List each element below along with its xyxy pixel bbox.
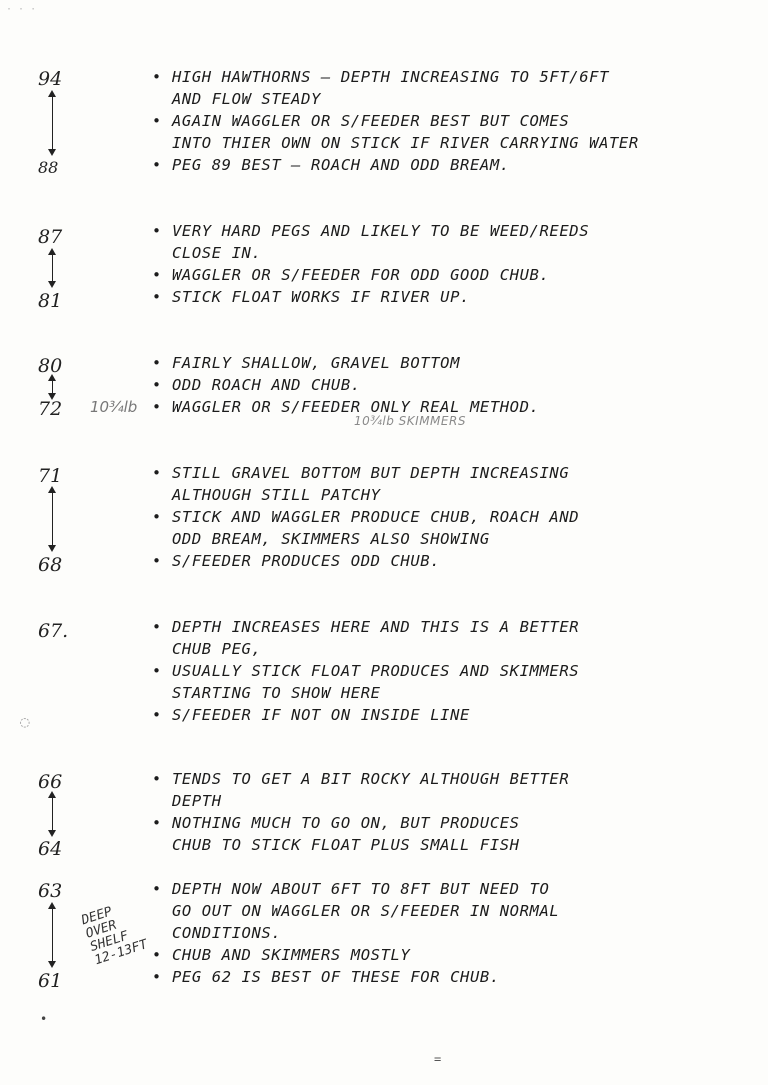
- note-item: • CHUB AND SKIMMERS MOSTLY: [150, 944, 760, 966]
- peg-range-arrow: [52, 793, 53, 835]
- scan-artifact: · · ·: [6, 4, 37, 15]
- peg-number-bottom: 88: [38, 158, 59, 177]
- peg-number-bottom: 68: [38, 554, 63, 576]
- notes-list: [150, 220, 760, 308]
- note-item: • AGAIN WAGGLER OR S/FEEDER BEST BUT COMES INTO THIER OWN ON STICK IF RIVER CARRYING WATER: [150, 110, 760, 154]
- note-item: • DEPTH NOW ABOUT 6FT TO 8FT BUT NEED TO GO OUT ON WAGGLER OR S/FEEDER IN NORMAL CONDITIONS.: [150, 878, 760, 944]
- punch-hole-mark: ◌: [20, 712, 30, 731]
- peg-number-top: 66: [38, 771, 63, 793]
- catch-weight-note: 10¾lb: [90, 398, 138, 416]
- note-item: • STILL GRAVEL BOTTOM BUT DEPTH INCREASING ALTHOUGH STILL PATCHY: [150, 462, 760, 506]
- peg-range-arrow: [52, 250, 53, 286]
- peg-number-top: 67.: [38, 620, 69, 642]
- note-item: • WAGGLER OR S/FEEDER ONLY REAL METHOD.: [150, 396, 760, 418]
- notes-list: [150, 66, 760, 176]
- note-item: • FAIRLY SHALLOW, GRAVEL BOTTOM: [150, 352, 760, 374]
- deep-shelf-note: DEEP OVER SHELF 12-13FT: [79, 904, 150, 969]
- note-item: • VERY HARD PEGS AND LIKELY TO BE WEED/REEDS CLOSE IN.: [150, 220, 760, 264]
- note-item: • WAGGLER OR S/FEEDER FOR ODD GOOD CHUB.: [150, 264, 760, 286]
- peg-number-bottom: 61: [38, 970, 63, 992]
- peg-range-arrow: [52, 904, 53, 966]
- notes-list: [150, 462, 760, 572]
- note-item: • STICK AND WAGGLER PRODUCE CHUB, ROACH AND ODD BREAM, SKIMMERS ALSO SHOWING: [150, 506, 760, 550]
- peg-number-bottom: 72: [38, 398, 63, 420]
- note-item: • HIGH HAWTHORNS — DEPTH INCREASING TO 5FT/6FT AND FLOW STEADY: [150, 66, 760, 110]
- peg-number-top: 71: [38, 465, 63, 487]
- peg-range-arrow: [52, 376, 53, 398]
- note-item: • S/FEEDER PRODUCES ODD CHUB.: [150, 550, 760, 572]
- note-item: • TENDS TO GET A BIT ROCKY ALTHOUGH BETTER DEPTH: [150, 768, 760, 812]
- notes-list: [150, 768, 760, 856]
- note-item: • ODD ROACH AND CHUB.: [150, 374, 760, 396]
- notes-list: [150, 878, 760, 988]
- skimmers-weight-note: 10¾lb SKIMMERS: [354, 414, 466, 428]
- peg-range-arrow: [52, 92, 53, 154]
- note-item: • NOTHING MUCH TO GO ON, BUT PRODUCES CHUB TO STICK FLOAT PLUS SMALL FISH: [150, 812, 760, 856]
- notes-list: [150, 352, 760, 418]
- note-item: • S/FEEDER IF NOT ON INSIDE LINE: [150, 704, 760, 726]
- footer-mark: =: [434, 1052, 442, 1066]
- peg-range-arrow: [52, 488, 53, 550]
- note-item: • USUALLY STICK FLOAT PRODUCES AND SKIMMERS STARTING TO SHOW HERE: [150, 660, 760, 704]
- note-item: • DEPTH INCREASES HERE AND THIS IS A BETTER CHUB PEG,: [150, 616, 760, 660]
- peg-number-bottom: 81: [38, 290, 63, 312]
- note-item: • PEG 89 BEST — ROACH AND ODD BREAM.: [150, 154, 760, 176]
- peg-number-top: 80: [38, 355, 63, 377]
- margin-dot: •: [40, 1012, 48, 1026]
- peg-number-top: 63: [38, 880, 63, 902]
- peg-number-top: 87: [38, 226, 63, 248]
- note-item: • PEG 62 IS BEST OF THESE FOR CHUB.: [150, 966, 760, 988]
- notes-list: [150, 616, 760, 726]
- peg-number-top: 94: [38, 68, 63, 90]
- note-item: • STICK FLOAT WORKS IF RIVER UP.: [150, 286, 760, 308]
- peg-number-bottom: 64: [38, 838, 63, 860]
